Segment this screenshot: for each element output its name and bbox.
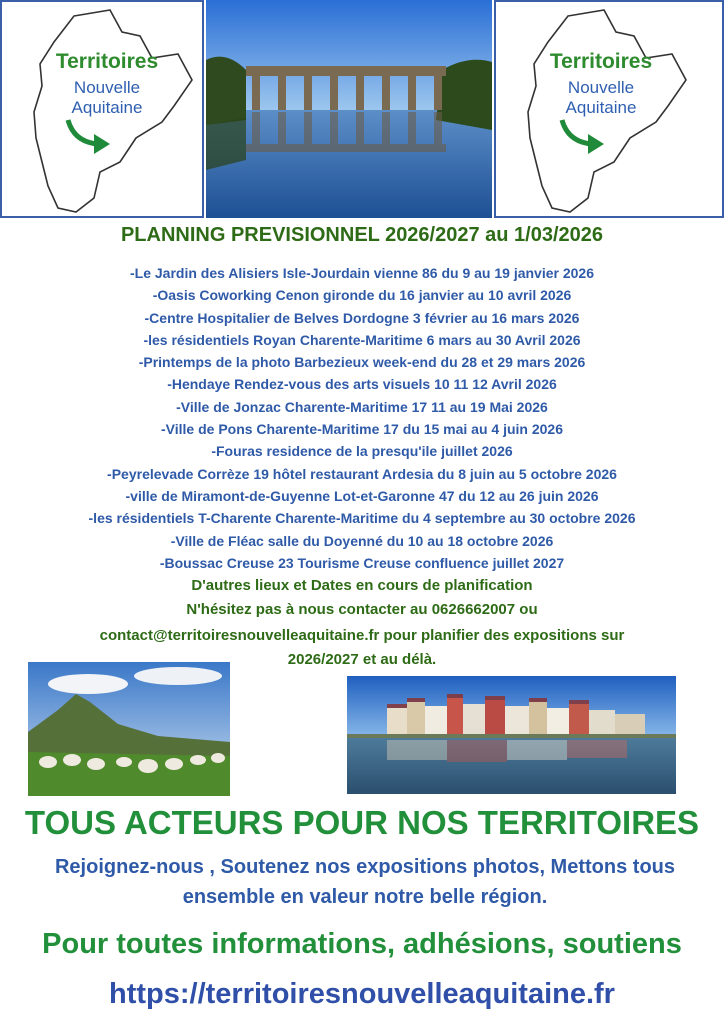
logo-title: Territoires xyxy=(55,50,159,73)
planning-heading: PLANNING PREVISIONNEL 2026/2027 au 1/03/2026 xyxy=(120,224,604,246)
planning-item: -Fouras residence de la presqu'ile juillet 2026 xyxy=(211,443,513,460)
planning-item: -Oasis Coworking Cenon gironde du 16 janvier au 10 avril 2026 xyxy=(152,287,572,304)
sheep-photo xyxy=(28,662,230,796)
contact-note: N'hésitez pas à nous contacter au 0626662007 ou xyxy=(186,601,538,618)
planning-item: -les résidentiels Royan Charente-Maritime 6 mars au 30 Avril 2026 xyxy=(143,331,581,348)
email-note: contact@territoiresnouvelleaquitaine.fr pour planifier des expositions sur xyxy=(99,627,625,644)
planning-item: -Boussac Creuse 23 Tourisme Creuse confluence juillet 2027 xyxy=(159,554,565,571)
planning-item: -Hendaye Rendez-vous des arts visuels 10 11 12 Avril 2026 xyxy=(167,376,557,393)
years-note: 2026/2027 et au délà. xyxy=(287,651,437,668)
planning-item: -Ville de Fléac salle du Doyenné du 10 au 18 octobre 2026 xyxy=(170,532,554,549)
planning-item: -les résidentiels T-Charente Charente-Maritime du 4 septembre au 30 octobre 2026 xyxy=(88,510,636,527)
planning-item: -Ville de Jonzac Charente-Maritime 17 11 au 19 Mai 2026 xyxy=(176,398,548,415)
harbour-photo xyxy=(347,676,676,794)
website-link[interactable]: https://territoiresnouvelleaquitaine.fr xyxy=(109,978,615,1010)
logo-subtitle-1: Nouvelle xyxy=(567,78,635,97)
planning-item: -Centre Hospitalier de Belves Dordogne 3 février au 16 mars 2026 xyxy=(144,309,580,326)
planning-item: -Printemps de la photo Barbezieux week-end du 28 et 29 mars 2026 xyxy=(138,354,586,371)
viaduct-photo xyxy=(206,0,492,218)
join-text: Rejoignez-nous , Soutenez nos expositions photos, Mettons tous ensemble en valeur notre belle région. xyxy=(54,856,675,908)
logo-subtitle-2: Aquitaine xyxy=(71,98,143,117)
planning-list xyxy=(0,262,724,574)
planning-item: -Le Jardin des Alisiers Isle-Jourdain vienne 86 du 9 au 19 janvier 2026 xyxy=(129,265,595,281)
slogan: TOUS ACTEURS POUR NOS TERRITOIRES xyxy=(24,804,700,841)
info-text: Pour toutes informations, adhésions, soutiens xyxy=(42,928,682,960)
logo-right xyxy=(494,0,724,218)
other-places-note: D'autres lieux et Dates en cours de planification xyxy=(191,577,533,594)
planning-item: -Ville de Pons Charente-Maritime 17 du 15 mai au 4 juin 2026 xyxy=(161,421,563,438)
planning-item: -Peyrelevade Corrèze 19 hôtel restaurant Ardesia du 8 juin au 5 octobre 2026 xyxy=(107,465,617,482)
logo-subtitle-1: Nouvelle xyxy=(73,78,141,97)
planning-item: -ville de Miramont-de-Guyenne Lot-et-Garonne 47 du 12 au 26 juin 2026 xyxy=(125,487,599,504)
logo-subtitle-2: Aquitaine xyxy=(565,98,637,117)
logo-left xyxy=(0,0,204,218)
logo-title: Territoires xyxy=(549,50,653,73)
